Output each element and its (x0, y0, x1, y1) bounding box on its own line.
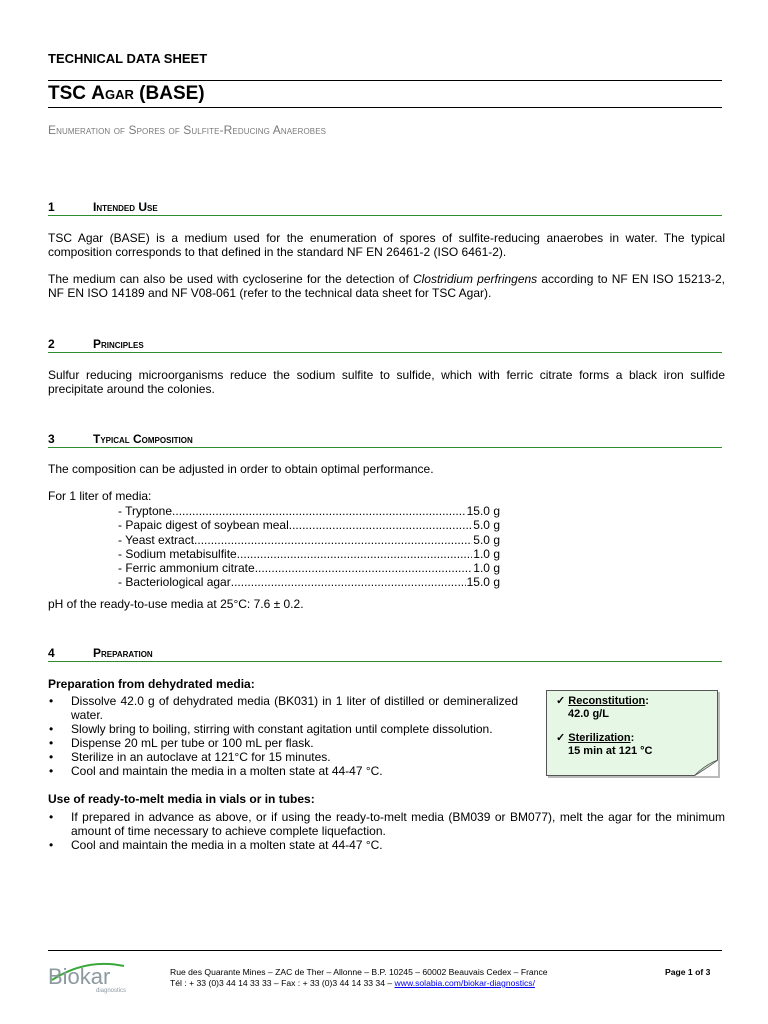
composition-list (118, 504, 500, 590)
page-fold-icon (694, 760, 718, 776)
list-item: • Dispense 20 mL per tube or 100 mL per flask. (48, 736, 518, 750)
composition-row: - Bacteriological agar ..... 15.0 g (118, 575, 500, 589)
page-subtitle: Enumeration of Spores of Sulfite-Reducing Anaerobes (48, 123, 327, 137)
biokar-logo (46, 956, 134, 996)
composition-row: - Sodium metabisulfite ..... 1.0 g (118, 547, 500, 561)
section-heading-intended-use: 1 Intended Use (48, 200, 722, 216)
section-heading-preparation: 4 Preparation (48, 646, 722, 662)
ready-to-melt-steps-list (48, 810, 725, 852)
composition-row: - Papaic digest of soybean meal ..... 5.0 g (118, 518, 500, 532)
intended-use-paragraph-2: The medium can also be used with cycloserine for the detection of Clostridium perfringens according to NF EN ISO 15213-2, NF EN ISO 14189 and NF V08-061 (refer to the technical data sheet for TSC Agar). (48, 272, 725, 300)
document-type-label: TECHNICAL DATA SHEET (48, 51, 208, 66)
intended-use-paragraph: TSC Agar (BASE) is a medium used for the enumeration of spores of sulfite-reducing anaerobes in water. The typical composition corresponds to that defined in the standard NF EN 26461-2 (ISO 6461-2). (48, 231, 725, 259)
list-item: • Cool and maintain the media in a molten state at 44-47 °C. (48, 838, 725, 852)
principles-paragraph: Sulfur reducing microorganisms reduce the sodium sulfite to sulfide, which with ferric citrate forms a black iron sulfide precipitate around the colonies. (48, 368, 725, 396)
composition-row: - Yeast extract ..... 5.0 g (118, 533, 500, 547)
page-number: Page 1 of 3 (665, 967, 711, 977)
dehydrated-media-heading: Preparation from dehydrated media: (48, 677, 255, 691)
composition-row: - Ferric ammonium citrate ..... 1.0 g (118, 561, 500, 575)
svg-text:diagnostics: diagnostics (96, 988, 127, 994)
list-item: • Dissolve 42.0 g of dehydrated media (BK031) in 1 liter of distilled or demineralized water. (48, 694, 518, 722)
check-icon: ✓ (556, 695, 566, 707)
title-rule (48, 107, 722, 108)
composition-intro: The composition can be adjusted in order to obtain optimal performance. (48, 462, 434, 476)
footer-rule (48, 950, 722, 951)
list-item: • Sterilize in an autoclave at 121°C for 15 minutes. (48, 750, 518, 764)
ph-statement: pH of the ready-to-use media at 25°C: 7.6 ± 0.2. (48, 597, 304, 611)
list-item: • Cool and maintain the media in a molten state at 44-47 °C. (48, 764, 518, 778)
composition-row: - Tryptone ..... 15.0 g (118, 504, 500, 518)
list-item: • Slowly bring to boiling, stirring with constant agitation until complete dissolution. (48, 722, 518, 736)
section-heading-composition: 3 Typical Composition (48, 432, 722, 448)
sterilization-note: ✓ Sterilization: (556, 732, 635, 744)
composition-per-liter: For 1 liter of media: (48, 489, 152, 503)
svg-text:Biokar: Biokar (48, 964, 111, 989)
list-item: • If prepared in advance as above, or if using the ready-to-melt media (BM039 or BM077), melt the agar for the minimum amount of time necessary to achieve complete liquefaction. (48, 810, 725, 838)
header-rule (48, 80, 722, 81)
section-heading-principles: 2 Principles (48, 337, 722, 353)
dehydrated-steps-list (48, 694, 518, 778)
sticky-note: ✓ Reconstitution: 42.0 g/L ✓ Sterilization: 15 min at 121 °C (546, 690, 718, 776)
page-title: TSC Agar (BASE) (48, 83, 205, 104)
reconstitution-note: ✓ Reconstitution: (556, 695, 649, 707)
website-link[interactable]: www.solabia.com/biokar-diagnostics/ (394, 978, 535, 988)
check-icon: ✓ (556, 732, 566, 744)
footer-contact: Rue des Quarante Mines – ZAC de Ther – Allonne – B.P. 10245 – 60002 Beauvais Cedex – France Tél : + 33 (0)3 44 14 33 33 – Fax : + 33 (0)3 44 14 33 34 – www.solabia.com/biokar-diagnostics/ (170, 967, 548, 988)
ready-to-melt-heading: Use of ready-to-melt media in vials or in tubes: (48, 792, 315, 806)
